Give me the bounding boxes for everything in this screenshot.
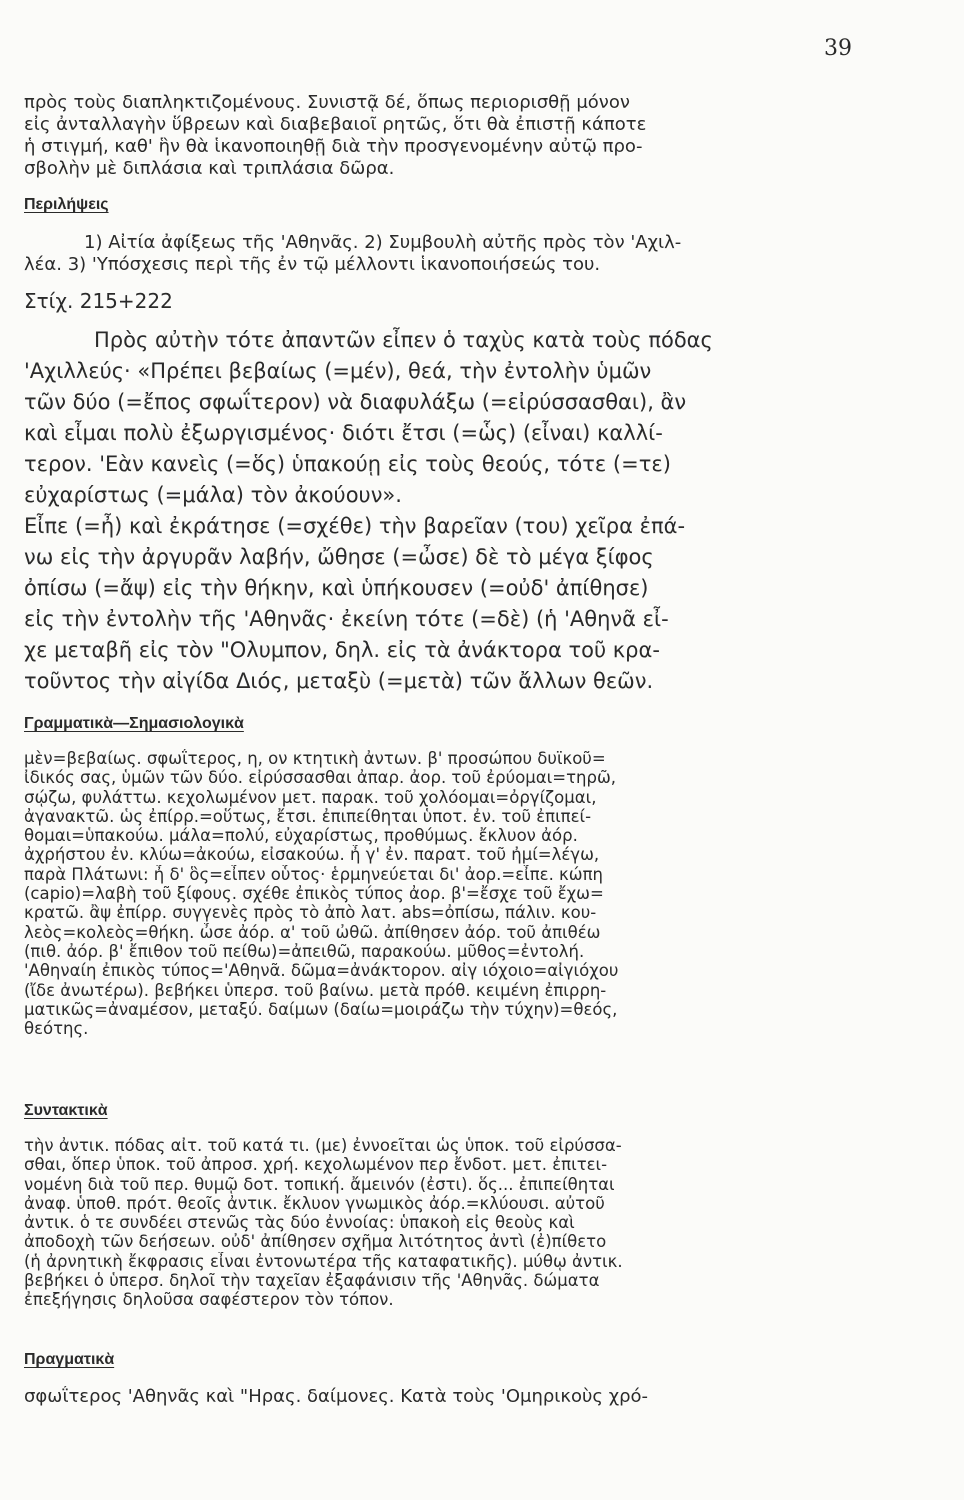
text-line: θομαι=ὑπακούω. μάλα=πολύ, εὐχαρίστως, προθύμως. ἔκλυον ἀόρ.	[24, 826, 578, 846]
text-line: νω εἰς τὴν ἀργυρᾶν λαβήν, ὤθησε (=ὦσε) δὲ τὸ μέγα ξίφος	[24, 545, 654, 569]
text-line: θεότης.	[24, 1019, 89, 1039]
text-line: λέα. 3) 'Υπόσχεσις περὶ τῆς ἐν τῷ μέλλοντι ἱκανοποιήσεώς του.	[24, 254, 601, 275]
text-line: (πιθ. ἀόρ. β' ἔπιθον τοῦ πείθω)=ἀπειθῶ, παρακούω. μῦθος=ἐντολή.	[24, 941, 585, 961]
text-line: νομένη διὰ τοῦ περ. θυμῷ δοτ. τοπική. ἄμεινόν (ἐστι). ὅς... ἐπιπείθηται	[24, 1174, 615, 1194]
text-line: μὲν=βεβαίως. σφωΐτερος, η, ον κτητικὴ ἀντων. β' προσώπου δυϊκοῦ=	[24, 749, 606, 768]
text-line: εἰς τὴν ἐντολὴν τῆς 'Αθηνᾶς· ἐκείνη τότε (=δὲ) (ἡ 'Αθηνᾶ εἶ-	[24, 607, 669, 631]
text-line: Πρὸς αὐτὴν τότε ἀπαντῶν εἶπεν ὁ ταχὺς κατὰ τοὺς πόδας	[94, 328, 713, 352]
text-line: (ἴδε ἀνωτέρω). βεβήκει ὑπερσ. τοῦ βαίνω. μετὰ πρόθ. κειμένη ἐπιρρη-	[24, 980, 607, 1000]
heading-syntax: Συντακτικὰ	[24, 1102, 108, 1119]
text-line: (ἡ ἀρνητικὴ ἔκφρασις εἶναι ἐντονωτέρα τῆς καταφατικῆς). μύθῳ ἀντικ.	[24, 1251, 623, 1271]
translation-paragraph	[24, 325, 854, 697]
text-line: 'Αχιλλεύς· «Πρέπει βεβαίως (=μέν), θεά, τὴν ἐντολὴν ὑμῶν	[24, 359, 652, 383]
text-line: σθαι, ὅπερ ὑποκ. τοῦ ἀπροσ. χρή. κεχολωμένον περ ἔνδοτ. μετ. ἐπιτει-	[24, 1155, 608, 1175]
intro-paragraph	[24, 92, 854, 180]
text-line: ἡ στιγμή, καθ' ἣν θὰ ἱκανοποιηθῇ διὰ τὴν προσγενομένην αὐτῷ προ-	[24, 136, 643, 157]
text-line: ἰδικός σας, ὑμῶν τῶν δύο. εἰρύσσασθαι ἀπαρ. ἀορ. τοῦ ἐρύομαι=τηρῶ,	[24, 768, 617, 788]
text-line: τὴν ἀντικ. πόδας αἰτ. τοῦ κατά τι. (με) ἐννοεῖται ὡς ὑποκ. τοῦ εἰρύσσα-	[24, 1136, 622, 1155]
verse-ref-label: Στίχ. 215+222	[24, 290, 173, 313]
text-line: τερον. 'Εὰν κανεὶς (=ὅς) ὑπακούῃ εἰς τοὺς θεούς, τότε (=τε)	[24, 452, 671, 476]
text-line: εὐχαρίστως (=μάλα) τὸν ἀκούουν».	[24, 483, 402, 507]
text-line: σφωΐτερος 'Αθηνᾶς καὶ "Ηρας. δαίμονες. Κατὰ τοὺς 'Ομηρικοὺς χρό-	[24, 1386, 649, 1407]
text-line: καὶ εἶμαι πολὺ ἐξωργισμένος· διότι ἔτσι (=ὧς) (εἶναι) καλλί-	[24, 421, 663, 445]
text-line: 1) Αἰτία ἀφίξεως τῆς 'Αθηνᾶς. 2) Συμβουλὴ αὐτῆς πρὸς τὸν 'Αχιλ-	[84, 232, 682, 253]
text-line: ἀντικ. ὁ τε συνδέει στενῶς τὰς δύο ἐννοίας: ὑπακοὴ εἰς θεοὺς καὶ	[24, 1213, 575, 1233]
text-line: εἰς ἀνταλλαγὴν ὕβρεων καὶ διαβεβαιοῖ ρητῶς, ὅτι θὰ ἐπιστῇ κάποτε	[24, 114, 647, 135]
text-line: τῶν δύο (=ἔπος σφωΐτερον) νὰ διαφυλάξω (=εἰρύσσασθαι), ἂν	[24, 390, 687, 414]
text-line: πρὸς τοὺς διαπληκτιζομένους. Συνιστᾷ δέ, ὅπως περιορισθῇ μόνον	[24, 92, 630, 113]
text-line: λεὸς=κολεὸς=θήκη. ὦσε ἀόρ. α' τοῦ ὠθῶ. ἀπίθησεν ἀόρ. τοῦ ἀπιθέω	[24, 922, 601, 942]
text-line: βεβήκει ὁ ὑπερσ. δηλοῖ τὴν ταχεῖαν ἐξαφάνισιν τῆς 'Αθηνᾶς. δώματα	[24, 1271, 600, 1291]
heading-realia: Πραγματικὰ	[24, 1351, 115, 1368]
text-line: ματικῶς=ἀναμέσον, μεταξύ. δαίμων (δαίω=μοιράζω τὴν τύχην)=θεός,	[24, 999, 618, 1019]
text-line: ἐπεξήγησις δηλοῦσα σαφέστερον τὸν τόπον.	[24, 1290, 394, 1310]
text-line: ἀγανακτῶ. ὡς ἐπίρρ.=οὕτως, ἔτσι. ἐπιπείθηται ὑποτ. ἐν. τοῦ ἐπιπεί-	[24, 806, 592, 826]
text-line: ἀποδοχὴ τῶν δεήσεων. οὐδ' ἀπίθησεν σχῆμα λιτότητος ἀντὶ (ἐ)πίθετο	[24, 1232, 607, 1252]
text-line: τοῦντος τὴν αἰγίδα Διός, μεταξὺ (=μετὰ) τῶν ἄλλων θεῶν.	[24, 669, 654, 693]
verse-reference	[24, 290, 854, 313]
text-line: κρατῶ. ἂψ ἐπίρρ. συγγενὲς πρὸς τὸ ἀπὸ λατ. abs=ὀπίσω, πάλιν. κου-	[24, 903, 597, 923]
text-line: παρὰ Πλάτωνι: ἦ δ' ὃς=εἶπεν οὗτος· ἑρμηνεύεται δι' ἀορ.=εἶπε. κώπη	[24, 864, 603, 884]
realia-paragraph	[24, 1386, 854, 1408]
heading-summaries: Περιλήψεις	[24, 196, 109, 213]
text-line: 'Αθηναίη ἐπικὸς τύπος='Αθηνᾶ. δῶμα=ἀνάκτορον. αἰγ ιόχοιο=αἰγιόχου	[24, 961, 619, 981]
summary-paragraph	[24, 232, 854, 276]
text-line: Εἶπε (=ἦ) καὶ ἐκράτησε (=σχέθε) τὴν βαρεῖαν (του) χεῖρα ἐπά-	[24, 514, 686, 538]
text-line: σβολὴν μὲ διπλάσια καὶ τριπλάσια δῶρα.	[24, 158, 395, 179]
text-line: (capio)=λαβὴ τοῦ ξίφους. σχέθε ἐπικὸς τύπος ἀορ. β'=ἔσχε τοῦ ἔχω=	[24, 884, 604, 904]
text-line: σῴζω, φυλάττω. κεχολωμένον μετ. παρακ. τοῦ χολόομαι=ὀργίζομαι,	[24, 787, 597, 807]
text-line: χε μεταβῆ εἰς τὸν "Ολυμπον, δηλ. εἰς τὰ ἀνάκτορα τοῦ κρα-	[24, 638, 660, 662]
page-number: 39	[824, 36, 852, 61]
text-line: ἀναφ. ὑποθ. πρότ. θεοῖς ἀντικ. ἔκλυον γνωμικὸς ἀόρ.=κλύουσι. αὐτοῦ	[24, 1193, 605, 1213]
grammar-paragraph	[24, 749, 854, 1038]
text-line: ἀχρήστου ἐν. κλύω=ἀκούω, εἰσακούω. ἦ γ' ἐν. παρατ. τοῦ ἠμί=λέγω,	[24, 845, 600, 865]
syntax-paragraph	[24, 1136, 854, 1310]
heading-grammar: Γραμματικὰ—Σημασιολογικὰ	[24, 715, 244, 732]
text-line: ὀπίσω (=ἄψ) εἰς τὴν θήκην, καὶ ὑπήκουσεν (=οὐδ' ἀπίθησε)	[24, 576, 649, 600]
